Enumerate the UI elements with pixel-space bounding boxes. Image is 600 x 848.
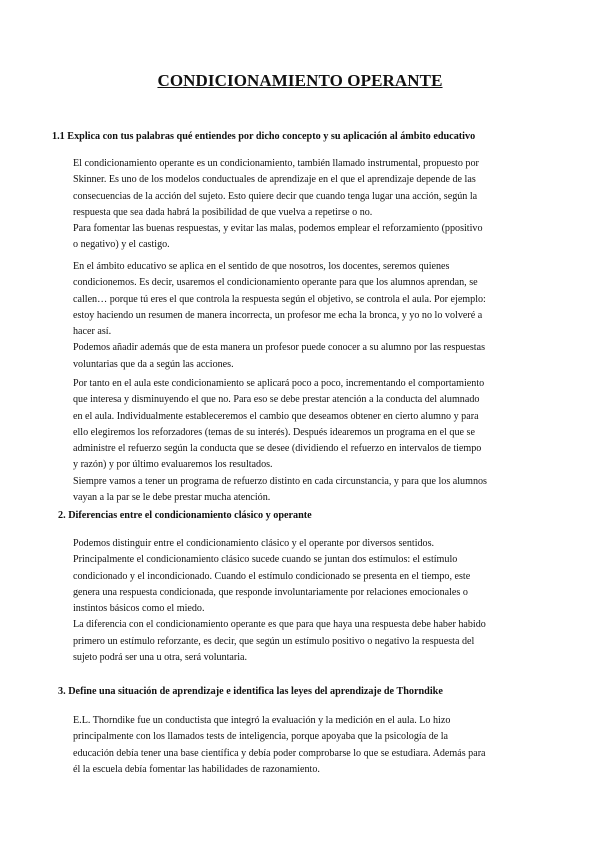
text-line: En el ámbito educativo se aplica en el sentido de que nosotros, los docentes, seremos quienes <box>73 261 450 272</box>
section-heading-3: 3. Define una situación de aprendizaje e identifica las leyes del aprendizaje de Thorndike <box>58 686 443 697</box>
section-heading-2: 2. Diferencias entre el condicionamiento clásico y operante <box>58 510 312 521</box>
text-line: ello elegiremos los reforzadores (temas de su interés). Después idearemos un programa en el que se <box>73 426 475 438</box>
text-line: y razón) y por último evaluaremos los resultados. <box>73 459 273 471</box>
text-line: administre el refuerzo según la conducta que se desee (dividiendo el refuerzo en intervalos de tiempo <box>73 443 482 455</box>
text-line: principalmente con los llamados tests de inteligencia, porque apoyaba que la psicología de la <box>73 731 449 743</box>
document-title: CONDICIONAMIENTO OPERANTE <box>157 71 443 90</box>
section-heading-1: 1.1 Explica con tus palabras qué entiendes por dicho concepto y su aplicación al ámbito educativo <box>52 131 476 142</box>
text-line: primero un estímulo reforzante, es decir, que según un estímulo positivo o negativo la respuesta del <box>73 635 475 647</box>
text-line: instintos básicos como el miedo. <box>73 603 205 615</box>
text-line: Siempre vamos a tener un programa de refuerzo distinto en cada circunstancia, y para que los alumnos <box>73 475 487 487</box>
section-3-paragraph-1 <box>73 713 535 778</box>
text-line: Podemos añadir además que de esta manera un profesor puede conocer a su alumno por las respuestas <box>73 342 486 354</box>
text-line: respuesta que sea dada habrá la posibilidad de que vuelva a repetirse o no. <box>73 206 373 218</box>
text-line: El condicionamiento operante es un condicionamiento, también llamado instrumental, propuesto por <box>73 158 479 169</box>
text-line: estoy haciendo un resumen de manera incorrecta, un profesor me echa la bronca, y yo no lo volveré a <box>73 309 483 321</box>
section-1-paragraph-1 <box>73 156 535 254</box>
text-line: o negativo) y el castigo. <box>73 239 170 251</box>
text-line: La diferencia con el condicionamiento operante es que para que haya una respuesta debe haber habido <box>73 619 486 631</box>
text-line: callen… porque tú eres el que controla la respuesta según el objetivo, se controla el aula. Por ejemplo: <box>73 293 486 305</box>
text-line: Skinner. Es uno de los modelos conductuales de aprendizaje en el que el aprendizaje depende de las <box>73 174 476 186</box>
section-2-paragraph-1 <box>73 536 535 666</box>
text-line: consecuencias de la acción del sujeto. Esto quiere decir que cuando tenga lugar una acción, según la <box>73 190 478 202</box>
text-line: hacer así. <box>73 326 112 338</box>
text-line: voluntarias que da a según las acciones. <box>73 358 234 370</box>
text-line: él la escuela debía fomentar las habilidades de razonamiento. <box>73 763 320 775</box>
text-line: vayan a la par se le debe prestar mucha atención. <box>73 492 271 504</box>
text-line: E.L. Thorndike fue un conductista que integró la evaluación y la medición en el aula. Lo hizo <box>73 715 451 726</box>
section-1-paragraph-3 <box>73 376 535 506</box>
text-line: Podemos distinguir entre el condicionamiento clásico y el operante por diversos sentidos. <box>73 538 435 549</box>
text-line: sujeto podrá ser una u otra, será voluntaria. <box>73 652 248 664</box>
text-line: Para fomentar las buenas respuestas, y evitar las malas, podemos emplear el reforzamiento (ppositivo <box>73 223 483 235</box>
section-1-paragraph-2 <box>73 259 535 373</box>
text-line: condicionemos. Es decir, usaremos el condicionamiento operante para que los alumnos aprendan, se <box>73 277 478 289</box>
text-line: Principalmente el condicionamiento clásico sucede cuando se juntan dos estímulos: el estímulo <box>73 554 458 566</box>
text-line: educación debía tener una base científica y debía poder comprobarse lo que se estudiara. Además para <box>73 747 486 759</box>
text-line: en el aula. Individualmente estableceremos el cambio que deseamos obtener en cierto alumno y para <box>73 410 479 422</box>
text-line: Por tanto en el aula este condicionamiento se aplicará poco a poco, incrementando el comportamiento <box>73 378 485 389</box>
text-line: condicionado y el incondicionado. Cuando el estímulo condicionado se presenta en el tiempo, este <box>73 570 471 582</box>
text-line: que interesa y disminuyendo el que no. Para eso se debe prestar atención a la conducta del alumnado <box>73 394 480 406</box>
text-line: genera una respuesta condicionada, que responde involuntariamente por relaciones emocionales o <box>73 586 468 598</box>
